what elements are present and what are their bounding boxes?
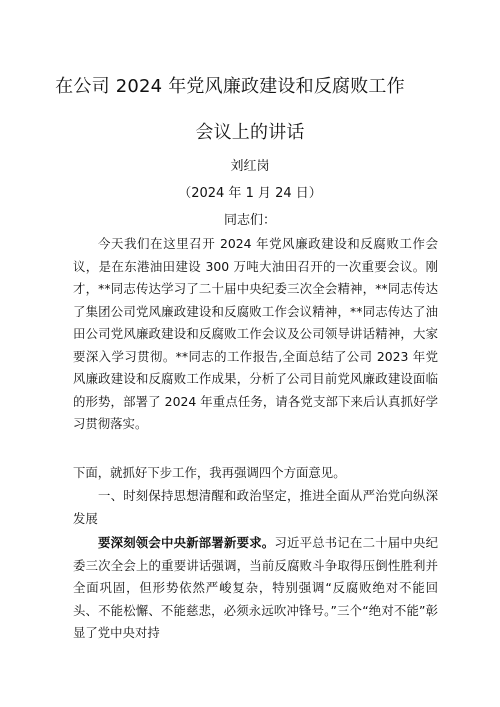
- body-paragraph-3: [73, 532, 438, 645]
- speech-date: （2024 年 1 月 24 日）: [178, 186, 322, 201]
- body-paragraph-2: 下面，就抓好下步工作，我再强调四个方面意见。: [73, 465, 346, 480]
- section-heading-1: 一、时刻保持思想清醒和政治坚定，推进全面从严治党向纵深发展: [73, 488, 438, 526]
- document-title-line-1: 在公司 2024 年党风廉政建设和反腐败工作: [55, 76, 405, 97]
- body-paragraph-1: 今天我们在这里召开 2024 年党风廉政建设和反腐败工作会议，是在东港油田建设 300 万吨大油田召开的一次重要会议。刚才，**同志传达学习了二十届中央纪委三次全会精神，**同志传达了集团公司党风廉政建设和反腐败工作会议精神，**同志传达了油田公司党风廉政建设和反腐败工作会议及公司领导讲话精神，大家要深入学习贯彻。**同志的工作报告,全面总结了公司 2023 年党风廉政建设和反腐败工作成果，分析了公司目前党风廉政建设面临的形势，部署了 2024 年重点任务，请各党支部下来后认真抓好学习贯彻落实。: [73, 236, 438, 431]
- document-title-line-2: 会议上的讲话: [195, 122, 305, 143]
- greeting: 同志们：: [223, 213, 276, 228]
- paragraph-lead-emphasis: 要深刻领会中央新部署新要求。: [98, 535, 275, 550]
- author-name: 刘红岗: [230, 159, 270, 174]
- paragraph-body-text: 习近平总书记在二十届中央纪委三次全会上的重要讲话强调，当前反腐败斗争取得压倒性胜利并全面巩固，但形势依然严峻复杂，特别强调“反腐败绝对不能回头、不能松懈、不能慈悲，必须永远吹冲锋号。”三个“绝对不能”彰显了党中央对持: [73, 535, 439, 640]
